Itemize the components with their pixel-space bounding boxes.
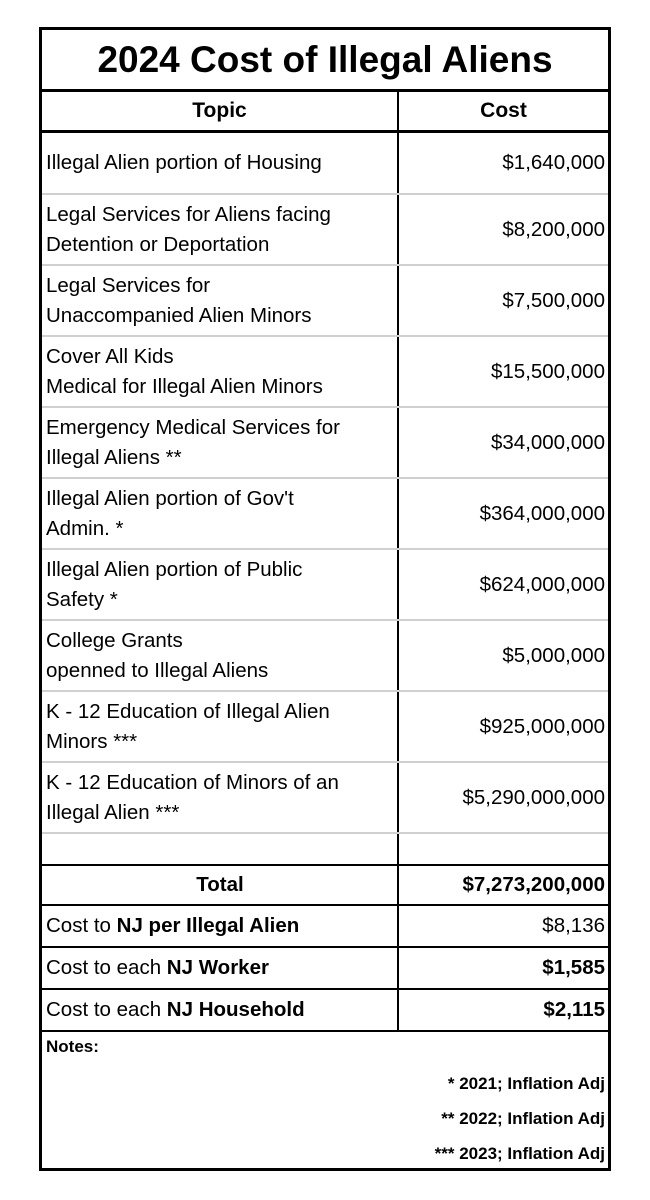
per-alien-prefix: Cost to <box>46 914 117 937</box>
table-row <box>42 195 608 264</box>
per-household-label: NJ Household <box>166 998 305 1021</box>
row-cost: $1,640,000 <box>502 151 605 174</box>
table-row <box>42 408 608 477</box>
per-worker-label: NJ Worker <box>166 956 269 979</box>
row-topic-line1: K - 12 Education of Illegal Alien <box>46 699 330 723</box>
table-row <box>42 479 608 548</box>
row-cost: $34,000,000 <box>490 430 605 454</box>
row-topic-line1: Cover All Kids <box>46 344 174 368</box>
row-topic-line1: Legal Services for Aliens facing <box>46 202 331 226</box>
row-cost: $624,000,000 <box>479 572 605 596</box>
row-divider <box>42 832 608 834</box>
table-row <box>42 621 608 690</box>
total-row <box>42 866 608 904</box>
header-cost: Cost <box>480 99 527 122</box>
per-household-prefix: Cost to each <box>46 998 167 1021</box>
per-alien-label: NJ per Illegal Alien <box>116 914 300 937</box>
row-cost: $364,000,000 <box>479 501 605 525</box>
table-row <box>42 550 608 619</box>
row-topic-line2: Minors *** <box>46 729 138 753</box>
row-topic-line1: Illegal Alien portion of Gov't <box>46 486 294 510</box>
per-alien-cost: $8,136 <box>542 914 605 937</box>
per-household-cost: $2,115 <box>543 998 605 1021</box>
row-topic-line1: Illegal Alien portion of Public <box>46 557 303 581</box>
row-topic-line2: Illegal Alien *** <box>46 800 180 824</box>
row-cost: $925,000,000 <box>479 714 605 738</box>
row-topic: Illegal Alien portion of Housing <box>46 151 322 174</box>
cost-table <box>39 27 611 1171</box>
row-topic-line2: Safety * <box>46 587 118 611</box>
per-household-row <box>42 990 608 1030</box>
header-topic: Topic <box>192 99 247 122</box>
per-worker-cost: $1,585 <box>542 956 605 979</box>
table-row <box>42 337 608 406</box>
row-cost: $7,500,000 <box>502 288 605 312</box>
row-cost: $5,290,000,000 <box>462 785 605 809</box>
note-item: ** 2022; Inflation Adj <box>441 1109 605 1128</box>
row-cost: $5,000,000 <box>502 643 605 667</box>
total-cost: $7,273,200,000 <box>462 873 605 896</box>
table-row <box>42 692 608 761</box>
row-topic-line1: K - 12 Education of Minors of an <box>46 770 339 794</box>
table-row <box>42 133 608 193</box>
row-cost: $8,200,000 <box>502 217 605 241</box>
note-item: *** 2023; Inflation Adj <box>434 1144 605 1163</box>
row-topic-line1: Legal Services for <box>46 273 211 297</box>
per-worker-prefix: Cost to each <box>46 956 167 979</box>
row-topic-line2: Medical for Illegal Alien Minors <box>46 374 323 398</box>
row-topic-line2: Detention or Deportation <box>46 232 270 256</box>
row-cost: $15,500,000 <box>490 359 605 383</box>
per-alien-row <box>42 906 608 946</box>
table-title: 2024 Cost of Illegal Aliens <box>42 30 608 92</box>
notes-label: Notes: <box>46 1037 99 1056</box>
row-divider <box>42 1030 608 1032</box>
row-topic-line1: College Grants <box>46 628 183 652</box>
row-topic-line1: Emergency Medical Services for <box>46 415 340 439</box>
table-header <box>42 92 608 133</box>
per-worker-row <box>42 948 608 988</box>
row-topic-line2: openned to Illegal Aliens <box>46 658 269 682</box>
table-row <box>42 763 608 832</box>
note-item: * 2021; Inflation Adj <box>447 1074 605 1093</box>
table-row <box>42 266 608 335</box>
total-label: Total <box>196 873 244 896</box>
row-topic-line2: Admin. * <box>46 516 124 540</box>
row-topic-line2: Unaccompanied Alien Minors <box>46 303 312 327</box>
row-topic-line2: Illegal Aliens ** <box>46 445 182 469</box>
